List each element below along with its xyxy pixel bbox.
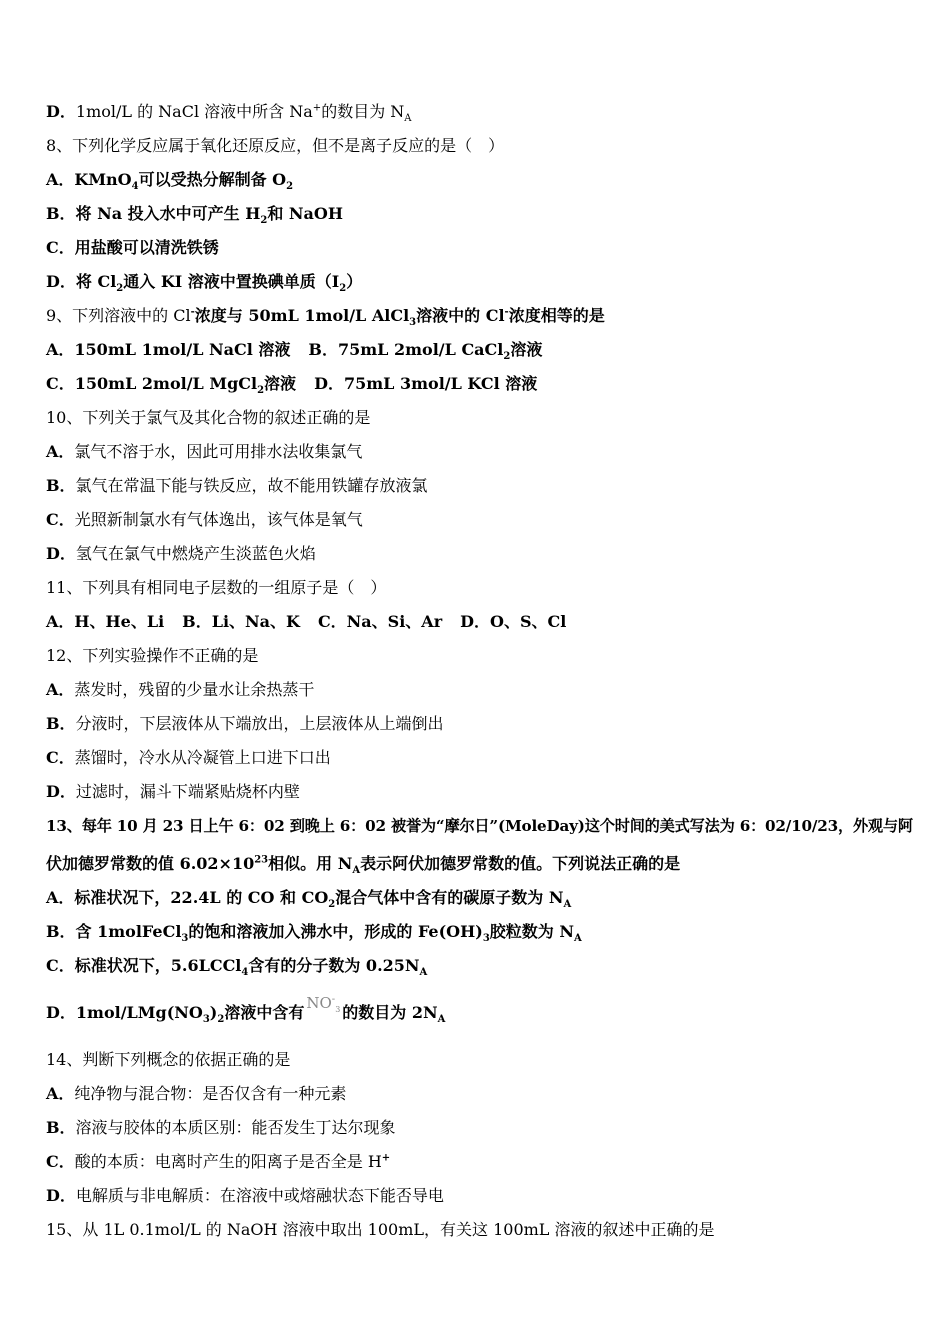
option-label: C． xyxy=(46,238,75,257)
option-label: A． xyxy=(46,888,75,907)
option-text: 1mol/LMg(NO xyxy=(75,1003,203,1022)
option-text: 和 NaOH xyxy=(267,204,343,223)
option-text: 可以受热分解制备 O xyxy=(138,170,287,189)
q12-option-c xyxy=(46,748,331,770)
option-text: 纯净物与混合物：是否仅含有一种元素 xyxy=(74,1084,347,1103)
subscript: 2 xyxy=(257,385,265,397)
subscript: A xyxy=(404,113,412,125)
option-label: D． xyxy=(46,272,76,291)
stem-text: 相似。用 N xyxy=(268,854,353,873)
subscript: 3 xyxy=(482,933,490,945)
option-text: 光照新制氯水有气体逸出，该气体是氧气 xyxy=(74,510,363,529)
q10-option-d xyxy=(46,544,316,566)
option-label: B． xyxy=(46,204,76,223)
option-label: B． xyxy=(46,714,76,733)
q13-option-a xyxy=(46,888,571,910)
option-text: 溶液与胶体的本质区别：能否发生丁达尔现象 xyxy=(75,1118,396,1137)
option-text: 蒸馏时，冷水从冷凝管上口进下口出 xyxy=(74,748,331,767)
option-text: 的饱和溶液加入沸水中，形成的 Fe(OH) xyxy=(188,922,483,941)
stem-text: 浓度与 50mL 1mol/L AlCl xyxy=(194,306,410,325)
option-text: 蒸发时，残留的少量水让余热蒸干 xyxy=(74,680,315,699)
option-label: A． xyxy=(46,442,75,461)
option-text: 氢气在氯气中燃烧产生淡蓝色火焰 xyxy=(75,544,316,563)
option-text: ） xyxy=(346,272,363,291)
q14-option-a xyxy=(46,1084,346,1106)
q13-stem-line1: 13、每年 10 月 23 日上午 6：02 到晚上 6：02 被誉为“摩尔日”(MoleDay)这个时间的美式写法为 6：02/10/23，外观与阿 xyxy=(46,817,913,835)
option-text: 溶液中含有 xyxy=(224,1003,305,1022)
subscript: A xyxy=(419,967,428,979)
option-label: D． xyxy=(46,102,76,121)
option-text: 酸的本质：电离时产生的阳离子是否全是 H xyxy=(74,1152,382,1171)
option-text: 用盐酸可以清洗铁锈 xyxy=(74,238,219,257)
option-label: D． xyxy=(46,1003,76,1022)
q13-stem-line2 xyxy=(46,854,680,876)
q9-option-c: C．150mL 2mol/L MgCl xyxy=(46,374,258,393)
option-text: ) xyxy=(209,1003,218,1022)
q11-option-d: D．O、S、Cl xyxy=(460,612,567,631)
q11-option-c: C．Na、Si、Ar xyxy=(317,612,443,631)
q11-option-a: A．H、He、Li xyxy=(46,612,165,631)
stem-text: 溶液中的 Cl xyxy=(416,306,505,325)
option-label: C． xyxy=(46,956,75,975)
q15-stem: 15、从 1L 0.1mol/L 的 NaOH 溶液中取出 100mL，有关这 100mL 溶液的叙述中正确的是 xyxy=(46,1220,715,1239)
superscript: + xyxy=(381,1152,391,1164)
subscript: A xyxy=(352,865,361,877)
option-label: D． xyxy=(46,1186,76,1205)
option-text: 的数目为 N xyxy=(321,102,405,121)
subscript: 3 xyxy=(181,933,189,945)
subscript: 4 xyxy=(131,181,139,193)
q13-option-d xyxy=(46,994,446,1026)
subscript: 2 xyxy=(260,215,268,227)
q12-option-a xyxy=(46,680,314,702)
subscript: 2 xyxy=(116,283,124,295)
option-text: 通入 KI 溶液中置换碘单质（I xyxy=(123,272,340,291)
q8-option-c xyxy=(46,238,219,260)
q8-option-d xyxy=(46,272,362,294)
option-text: 将 Cl xyxy=(75,272,117,291)
stem-text: 9、下列溶液中的 Cl xyxy=(46,306,191,325)
q9-option-b: B．75mL 2mol/L CaCl xyxy=(308,340,504,359)
q9-stem xyxy=(46,306,605,328)
q14-option-c xyxy=(46,1152,390,1174)
nitrate-formula-text: NO xyxy=(306,994,332,1012)
option-label: B． xyxy=(46,1118,76,1137)
option-text: 的数目为 2N xyxy=(342,1003,438,1022)
q9-options-ab xyxy=(46,340,542,362)
q11-stem: 11、下列具有相同电子层数的一组原子是（ ） xyxy=(46,578,387,597)
option-text: 胶粒数为 N xyxy=(489,922,574,941)
q13-option-c xyxy=(46,956,427,978)
option-text: 标准状况下，22.4L 的 CO 和 CO xyxy=(74,888,329,907)
q12-option-b xyxy=(46,714,444,736)
option-text: KMnO xyxy=(74,170,132,189)
option-text: 氯气在常温下能与铁反应，故不能用铁罐存放液氯 xyxy=(75,476,428,495)
q10-stem: 10、下列关于氯气及其化合物的叙述正确的是 xyxy=(46,408,371,427)
q9-options-cd xyxy=(46,374,537,396)
option-text: 含 1molFeCl xyxy=(75,922,182,941)
option-text: 溶液 xyxy=(264,374,297,393)
option-text: 氯气不溶于水，因此可用排水法收集氯气 xyxy=(74,442,363,461)
option-label: C． xyxy=(46,748,75,767)
option-text: 电解质与非电解质：在溶液中或熔融状态下能否导电 xyxy=(75,1186,444,1205)
superscript: - xyxy=(190,306,195,318)
q13-option-b xyxy=(46,922,582,944)
q11-options xyxy=(46,612,566,634)
option-text: 标准状况下，5.6LCCl xyxy=(74,956,242,975)
q14-option-d xyxy=(46,1186,444,1208)
stem-text: 表示阿伏加德罗常数的值。下列说法正确的是 xyxy=(360,854,681,873)
option-text: 过滤时，漏斗下端紧贴烧杯内壁 xyxy=(75,782,300,801)
subscript: 2 xyxy=(217,1014,225,1026)
q14-option-b xyxy=(46,1118,396,1140)
q9-option-a: A．150mL 1mol/L NaCl 溶液 xyxy=(46,340,291,359)
q11-option-b: B．Li、Na、K xyxy=(182,612,300,631)
superscript: - xyxy=(504,306,509,318)
option-label: D． xyxy=(46,782,76,801)
q10-option-c xyxy=(46,510,363,532)
q9-option-d: D．75mL 3mol/L KCl 溶液 xyxy=(314,374,538,393)
subscript: 4 xyxy=(241,967,249,979)
subscript: A xyxy=(573,933,582,945)
option-label: C． xyxy=(46,510,75,529)
subscript: 2 xyxy=(328,899,336,911)
q14-stem: 14、判断下列概念的依据正确的是 xyxy=(46,1050,291,1069)
option-text: 分液时，下层液体从下端放出，上层液体从上端倒出 xyxy=(75,714,444,733)
option-label: D． xyxy=(46,544,76,563)
q8-option-a xyxy=(46,170,293,192)
subscript: 3 xyxy=(202,1014,210,1026)
subscript: A xyxy=(437,1014,446,1026)
superscript: 23 xyxy=(254,854,269,866)
subscript: 3 xyxy=(409,317,417,329)
option-label: A． xyxy=(46,1084,75,1103)
option-label: A． xyxy=(46,680,75,699)
superscript: + xyxy=(312,102,322,114)
q10-option-b xyxy=(46,476,428,498)
option-text: 混合气体中含有的碳原子数为 N xyxy=(335,888,564,907)
q12-stem: 12、下列实验操作不正确的是 xyxy=(46,646,259,665)
option-text: 将 Na 投入水中可产生 H xyxy=(75,204,261,223)
option-label: C． xyxy=(46,1152,75,1171)
stem-text: 伏加德罗常数的值 6.02×10 xyxy=(46,854,255,873)
q10-option-a xyxy=(46,442,362,464)
option-text: 1mol/L 的 NaCl 溶液中所含 Na xyxy=(75,102,313,121)
option-text: 溶液 xyxy=(510,340,543,359)
subscript: 2 xyxy=(286,181,294,193)
subscript: 3 xyxy=(335,1005,341,1014)
subscript: A xyxy=(563,899,572,911)
q8-option-b xyxy=(46,204,343,226)
option-label: A． xyxy=(46,170,75,189)
subscript: 2 xyxy=(339,283,347,295)
q7-option-d xyxy=(46,102,412,124)
q8-stem: 8、下列化学反应属于氧化还原反应，但不是离子反应的是（ ） xyxy=(46,136,505,155)
option-label: B． xyxy=(46,476,76,495)
q12-option-d xyxy=(46,782,300,804)
option-text: 含有的分子数为 0.25N xyxy=(248,956,420,975)
nitrate-ion-formula xyxy=(306,994,340,1012)
option-label: B． xyxy=(46,922,76,941)
stem-text: 浓度相等的是 xyxy=(508,306,605,325)
subscript: 2 xyxy=(503,351,511,363)
superscript: - xyxy=(331,994,336,1005)
